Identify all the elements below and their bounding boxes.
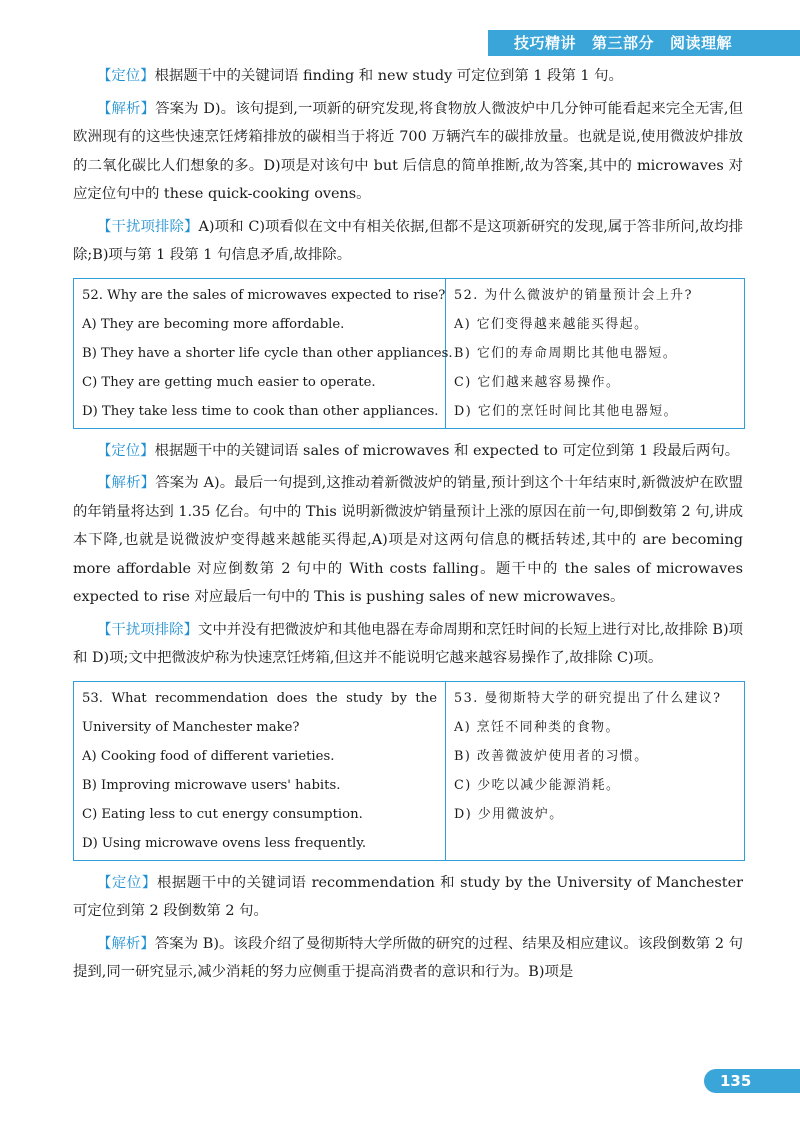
- question-53-english: [74, 682, 446, 860]
- page-body: [73, 62, 743, 987]
- q53-en-option-a: A) Cooking food of different varieties.: [82, 748, 335, 764]
- q52-zh-question: 52. 为什么微波炉的销量预计会上升?: [454, 287, 693, 303]
- q52-zh-option-d: D) 它们的烹饪时间比其他电器短。: [454, 403, 678, 419]
- question-52-english: [74, 279, 453, 428]
- q52-en-question: 52. Why are the sales of microwaves expected to rise?: [82, 287, 446, 303]
- q52-zh-option-a: A) 它们变得越来越能买得起。: [454, 316, 649, 332]
- analysis-text: 答案为 D)。该句提到,一项新的研究发现,将食物放人微波炉中几分钟可能看起来完全无害,但欧洲现有的这些快速烹饪烤箱排放的碳相当于将近 700 万辆汽车的碳排放量。也就是说,使用微波炉排放的二氧化碳比人们想象的多。D)项是对该句中 but 后信息的简单推断,故为答案,其中的 microwaves 对应定位句中的 these quick-cooking ovens。: [73, 100, 743, 202]
- q51-distractor-paragraph: [73, 213, 743, 270]
- locate-text: 根据题干中的关键词语 recommendation 和 study by the University of Manchester 可定位到第 2 段倒数第 2 句。: [73, 874, 743, 919]
- distractor-tag: 【干扰项排除】: [97, 621, 199, 638]
- analysis-tag: 【解析】: [97, 100, 156, 117]
- q53-zh-option-d: D) 少用微波炉。: [454, 806, 564, 822]
- locate-text: 根据题干中的关键词语 finding 和 new study 可定位到第 1 段第 1 句。: [154, 68, 623, 84]
- question-53-table: [73, 681, 745, 861]
- analysis-text: 答案为 B)。该段介绍了曼彻斯特大学所做的研究的过程、结果及相应建议。该段倒数第 2 句提到,同一研究显示,减少消耗的努力应侧重于提高消费者的意识和行为。B)项是: [73, 935, 743, 980]
- q52-en-option-c: C) They are getting much easier to operate.: [82, 374, 376, 390]
- q52-en-option-d: D) They take less time to cook than other appliances.: [82, 403, 439, 419]
- header-part2: 第三部分: [592, 34, 655, 52]
- q53-zh-option-a: A) 烹饪不同种类的食物。: [454, 719, 620, 735]
- running-header: [488, 30, 800, 56]
- locate-tag: 【定位】: [97, 874, 157, 891]
- question-52-table: [73, 278, 745, 429]
- q51-analysis-paragraph: [73, 95, 743, 209]
- locate-tag: 【定位】: [97, 442, 155, 459]
- q53-zh-question: 53. 曼彻斯特大学的研究提出了什么建议?: [454, 690, 722, 706]
- locate-text: 根据题干中的关键词语 sales of microwaves 和 expected to 可定位到第 1 段最后两句。: [154, 442, 740, 459]
- q52-analysis-paragraph: [73, 469, 743, 612]
- q53-locate-paragraph: [73, 869, 743, 926]
- distractor-tag: 【干扰项排除】: [97, 218, 199, 235]
- q53-en-option-d: D) Using microwave ovens less frequently.: [82, 835, 367, 851]
- q53-zh-option-c: C) 少吃以减少能源消耗。: [454, 777, 621, 793]
- q52-locate-paragraph: [73, 437, 743, 466]
- question-53-chinese: [446, 682, 744, 860]
- q52-zh-option-b: B) 它们的寿命周期比其他电器短。: [454, 345, 678, 361]
- page-number: 135: [704, 1069, 800, 1093]
- q51-locate-paragraph: [73, 62, 743, 91]
- distractor-text: A)项和 C)项看似在文中有相关依据,但都不是这项新研究的发现,属于答非所问,故均排除;B)项与第 1 段第 1 句信息矛盾,故排除。: [73, 218, 743, 263]
- analysis-text: 答案为 A)。最后一句提到,这推动着新微波炉的销量,预计到这个十年结束时,新微波炉在欧盟的年销量将达到 1.35 亿台。句中的 This 说明新微波炉销量预计上涨的原因在前一句,即倒数第 2 句,讲成本下降,也就是说微波炉变得越来越能买得起,A)项是对这两句信息的概括转述,其中的 are becoming more affordable 对应倒数第 2 句中的 With costs falling。题干中的 the sales of microwaves expected to rise 对应最后一句中的 This is pushing sales of new microwaves。: [73, 475, 743, 605]
- q53-en-option-c: C) Eating less to cut energy consumption.: [82, 806, 363, 822]
- q53-en-question: 53. What recommendation does the study by the University of Manchester make?: [82, 690, 437, 735]
- distractor-text: 文中并没有把微波炉和其他电器在寿命周期和烹饪时间的长短上进行对比,故排除 B)项和 D)项;文中把微波炉称为快速烹饪烤箱,但这并不能说明它越来越容易操作了,故排除 C)项。: [73, 621, 743, 666]
- q52-en-option-a: A) They are becoming more affordable.: [82, 316, 345, 332]
- q53-analysis-paragraph: [73, 930, 743, 987]
- header-part1: 技巧精讲: [514, 34, 577, 52]
- q52-en-option-b: B) They have a shorter life cycle than other appliances.: [82, 345, 453, 361]
- header-part3: 阅读理解: [670, 34, 733, 52]
- q52-distractor-paragraph: [73, 616, 743, 673]
- question-52-chinese: [446, 279, 744, 428]
- locate-tag: 【定位】: [97, 68, 155, 84]
- q52-zh-option-c: C) 它们越来越容易操作。: [454, 374, 621, 390]
- analysis-tag: 【解析】: [97, 935, 155, 952]
- analysis-tag: 【解析】: [97, 475, 156, 491]
- q53-en-option-b: B) Improving microwave users' habits.: [82, 777, 341, 793]
- q53-zh-option-b: B) 改善微波炉使用者的习惯。: [454, 748, 649, 764]
